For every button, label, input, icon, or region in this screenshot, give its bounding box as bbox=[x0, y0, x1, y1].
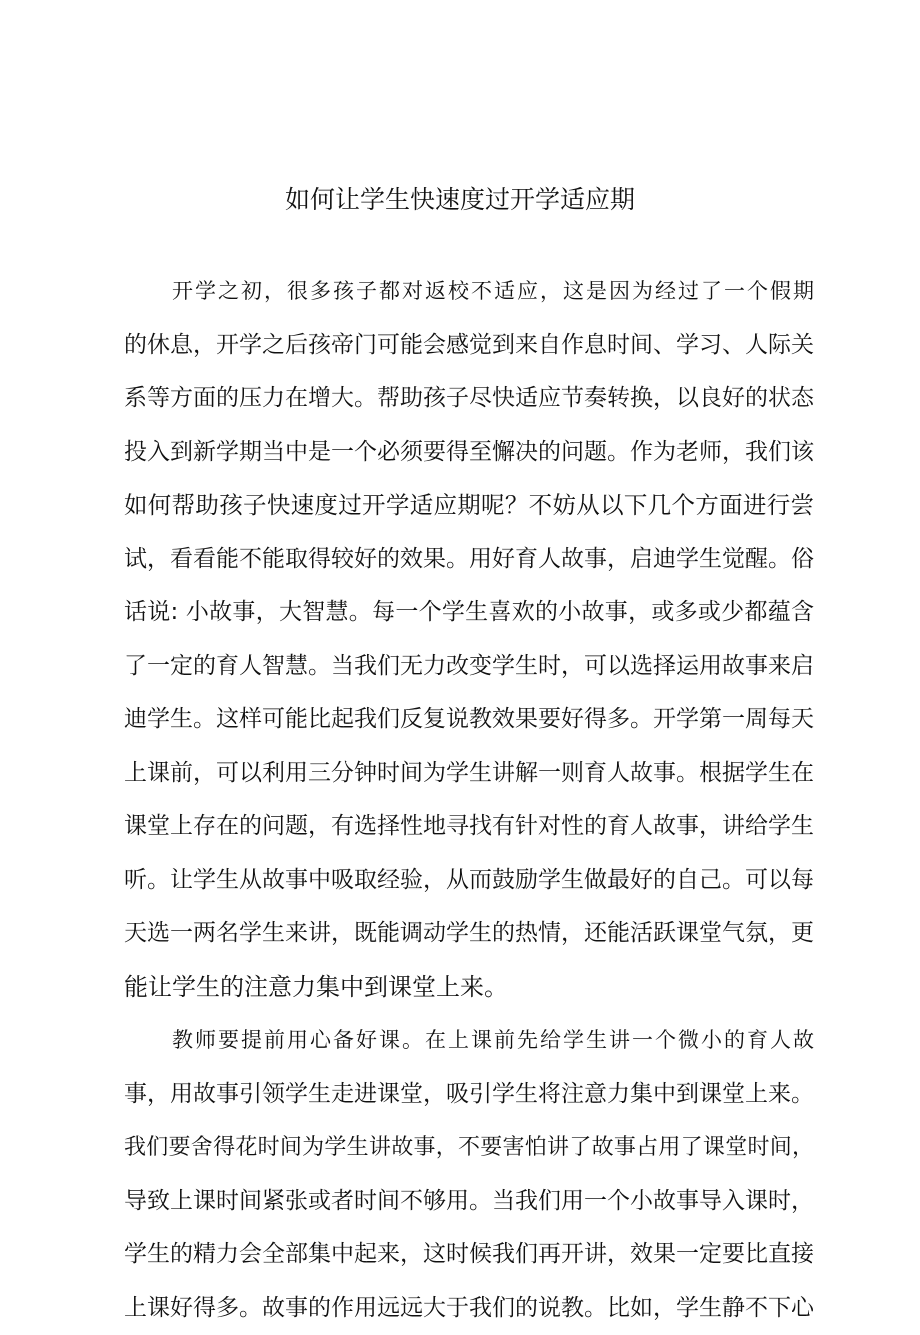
paragraph-line: 系等方面的压力在增大。帮助孩子尽快适应节奏转换，以良好的状态 bbox=[124, 372, 814, 426]
document-body bbox=[124, 265, 814, 1335]
paragraph-line: 我们要舍得花时间为学生讲故事，不要害怕讲了故事占用了课堂时间， bbox=[124, 1121, 814, 1175]
paragraph-line: 学生的精力会全部集中起来，这时候我们再开讲，效果一定要比直接 bbox=[124, 1228, 814, 1282]
paragraph-line: 了一定的育人智慧。当我们无力改变学生时，可以选择运用故事来启 bbox=[124, 640, 814, 694]
paragraph-line: 迪学生。这样可能比起我们反复说教效果要好得多。开学第一周每天 bbox=[124, 693, 814, 747]
paragraph-line: 听。让学生从故事中吸取经验，从而鼓励学生做最好的自己。可以每 bbox=[124, 854, 814, 908]
paragraph-line: 如何帮助孩子快速度过开学适应期呢？不妨从以下几个方面进行尝 bbox=[124, 479, 814, 533]
paragraph-line: 教师要提前用心备好课。在上课前先给学生讲一个微小的育人故 bbox=[124, 1014, 814, 1068]
paragraph-line: 上课好得多。故事的作用远远大于我们的说教。比如，学生静不下心 bbox=[124, 1282, 814, 1335]
paragraph-line: 试，看看能不能取得较好的效果。用好育人故事，启迪学生觉醒。俗 bbox=[124, 533, 814, 587]
paragraph-line: 事，用故事引领学生走进课堂，吸引学生将注意力集中到课堂上来。 bbox=[124, 1068, 814, 1122]
paragraph-line: 的休息，开学之后孩帝门可能会感觉到来自作息时间、学习、人际关 bbox=[124, 319, 814, 373]
paragraph-line: 导致上课时间紧张或者时间不够用。当我们用一个小故事导入课时， bbox=[124, 1175, 814, 1229]
paragraph-2 bbox=[124, 1014, 814, 1335]
paragraph-line: 天选一两名学生来讲，既能调动学生的热情，还能活跃课堂气氛，更 bbox=[124, 907, 814, 961]
paragraph-line: 开学之初，很多孩子都对返校不适应，这是因为经过了一个假期 bbox=[124, 265, 814, 319]
paragraph-line: 课堂上存在的问题，有选择性地寻找有针对性的育人故事，讲给学生 bbox=[124, 800, 814, 854]
document-title: 如何让学生快速度过开学适应期 bbox=[0, 178, 920, 222]
paragraph-line: 能让学生的注意力集中到课堂上来。 bbox=[124, 961, 814, 1015]
paragraph-1 bbox=[124, 265, 814, 1014]
paragraph-line: 上课前，可以利用三分钟时间为学生讲解一则育人故事。根据学生在 bbox=[124, 747, 814, 801]
paragraph-line: 话说: 小故事，大智慧。每一个学生喜欢的小故事，或多或少都蕴含 bbox=[124, 586, 814, 640]
paragraph-line: 投入到新学期当中是一个必须要得至懈决的问题。作为老师，我们该 bbox=[124, 426, 814, 480]
